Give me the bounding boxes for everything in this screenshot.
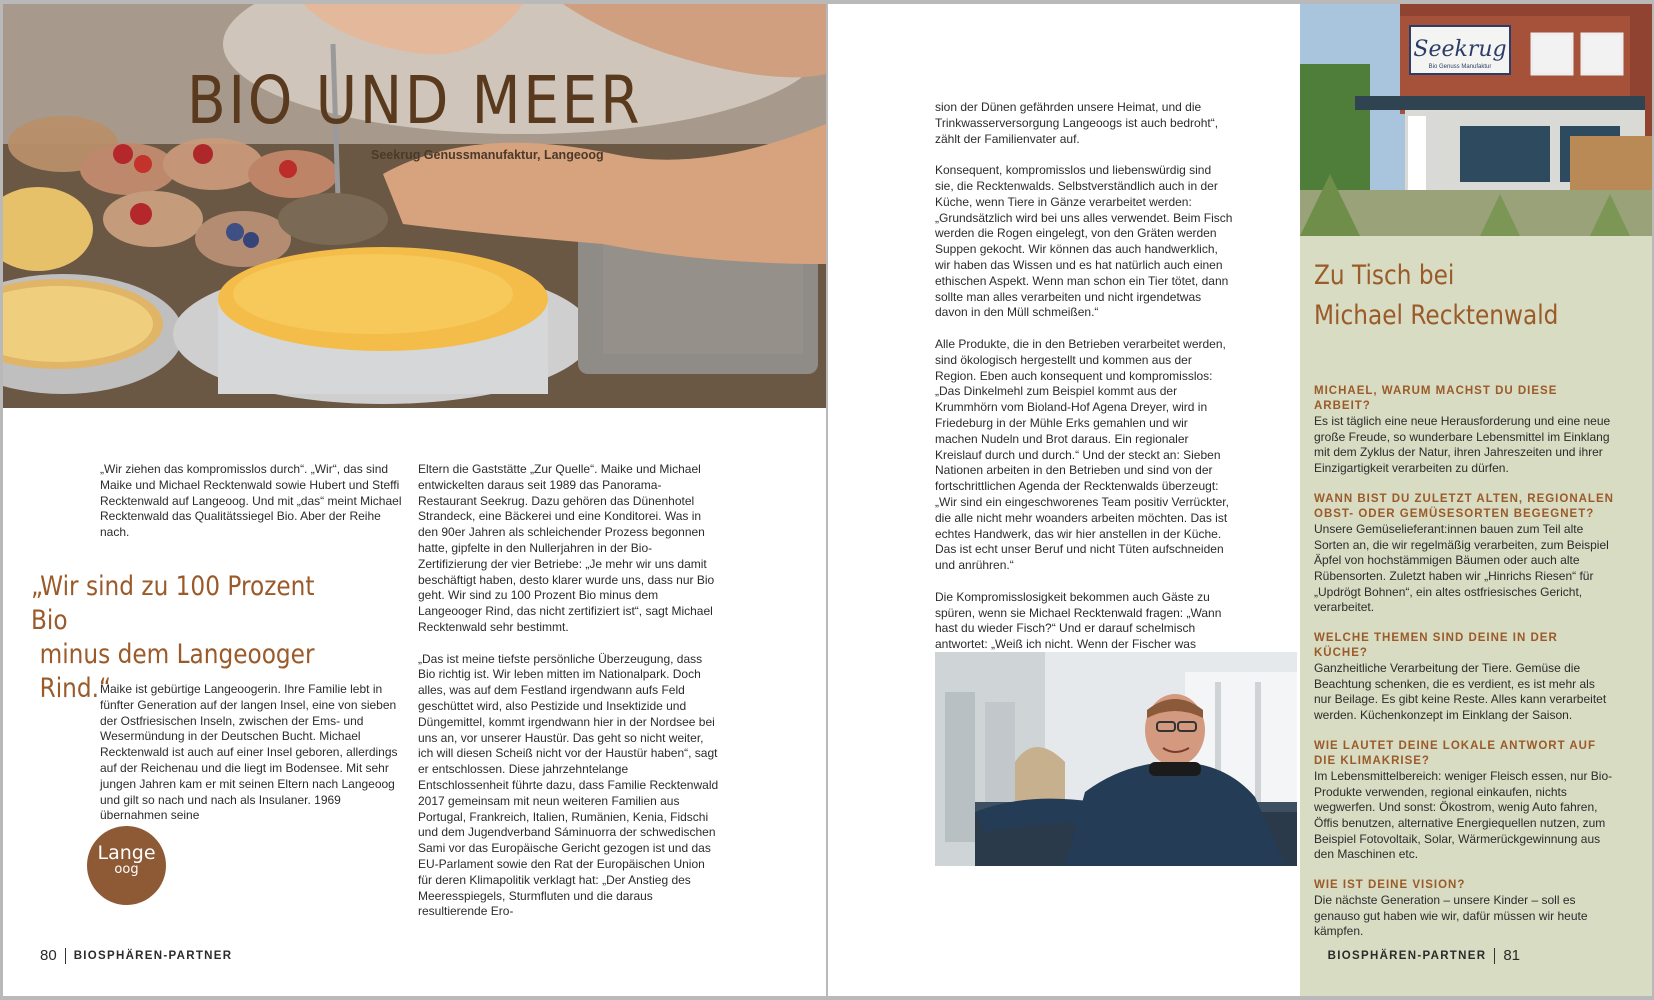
badge-line-1: Lange xyxy=(97,842,156,864)
sidebar-interview xyxy=(1300,4,1652,996)
right-page xyxy=(828,4,1652,996)
page-footer-right xyxy=(1328,947,1520,964)
shop-sign-text: Seekrug xyxy=(1413,37,1507,62)
answer: Ganzheitliche Verarbeitung der Tiere. Gemüse die Beachtung schenken, die es verdient, es ist mehr als nur Beilage. Es gibt keine Reste. Alles kann verarbeitet werden. Küchenkonzept im Einklang der Saison. xyxy=(1314,661,1607,723)
answer: Unsere Gemüselieferant:innen bauen zum Teil alte Sorten an, die wir regelmäßig verarbeiten, zum Beispiel Äpfel von hochstämmigen Bäumen oder auch alte Rübensorten. Zuletzt haben wir „Hinrichs Riesen“ für „Updrögt Bohnen“, ein altes ostfriesisches Gericht, verarbeitet. xyxy=(1314,521,1609,615)
shop-photo xyxy=(1300,4,1652,236)
hero-photo-cakes xyxy=(3,4,826,408)
paragraph: Konsequent, kompromisslos und liebenswürdig sind sie, die Recktenwalds. Selbstverständlich auch in der Küche, wenn Tiere in Gänze verarbeitet werden: „Grundsätzlich wird bei uns alles verwendet. Beim Fisch werden die Rogen eingelegt, von den Gräten werden Suppen gekocht. Wir können das auch handwerklich, wir haben das Wissen und es hat natürlich auch einen ethischen Aspekt. Wenn man schon ein Tier tötet, dann sollte man alles verarbeiten und nicht irgendetwas davon in den Müll schmeißen.“ xyxy=(935,163,1233,320)
paragraph: Maike ist gebürtige Langeoogerin. Ihre Familie lebt in fünfter Generation auf der langen Insel, eine von sieben der Ostfriesischen Inseln, zwischen der Ems- und Wesermündung in der Deutschen Bucht. Michael Recktenwald ist auch auf einer Insel geboren, allerdings auf der Reichenau und die liegt im Bodensee. Mit sehr jungen Jahren kam er mit seinen Eltern nach Langeoog und gilt so nach und nach als Insulaner. 1969 übernahmen seine xyxy=(100,682,398,823)
paragraph: „Das ist meine tiefste persönliche Überzeugung, dass Bio richtig ist. Wir leben mitten im Nationalpark. Doch alles, was auf dem Festland irgendwann aufs Feld geschüttet wird, also Pestizide und Insektizide und Düngemittel, kommt irgendwann hier in der Nordsee bei uns an, vor unserer Haustür. Das geht so nicht weiter, ich will diesen Scheiß nicht vor der Haustür haben“, sagt er entschlossen. Diese jahrzehntelange Entschlossenheit führte dazu, dass Familie Recktenwald 2017 gemeinsam mit neun weiteren Familien aus Portugal, Frankreich, Italien, Rumänien, Kenia, Fidschi und dem Jugendverband Sáminuorra der schwedischen Sami vor das Europäische Gericht gezogen ist und das EU-Parlament sowie den Rat der Europäischen Union für deren Klimapolitik verklagt hat: „Der Anstieg des Meeresspiegels, Sturmfluten und die daraus resultierende Ero- xyxy=(418,651,719,919)
portrait-photo xyxy=(935,652,1297,866)
question: MICHAEL, WARUM MACHST DU DIESE ARBEIT? xyxy=(1314,385,1558,412)
paragraph: Die Kompromisslosigkeit bekommen auch Gäste zu spüren, wenn sie Michael Recktenwald fragen: „Wann hast du wieder Fisch?“ Und er darauf schelmisch antwortet: „Weiß ich nicht. Wenn der Fischer was xyxy=(935,589,1222,652)
paragraph: Eltern die Gaststätte „Zur Quelle“. Maike und Michael entwickelten daraus seit 1989 das Panorama-Restaurant Seekrug. Dazu gehören das Dünenhotel Strandeck, eine Bäckerei und eine Konditorei. Was in den 90er Jahren als schleichender Prozess begonnen hatte, gipfelte in den Nullerjahren in der Bio-Zertifizierung der vier Betriebe: „Je mehr wir uns damit beschäftigt haben, desto klarer wurde uns, dass nur Bio geht. Wir sind zu 100 Prozent Bio minus dem Langeooger Rind, das nicht zertifiziert ist“, sagt Michael Recktenwald sehr bestimmt. xyxy=(418,462,715,634)
article-subtitle: Seekrug Genussmanufaktur, Langeoog xyxy=(371,148,604,162)
paragraph: Alle Produkte, die in den Betrieben verarbeitet werden, sind ökologisch hergestellt und kommen aus der Region. Eben auch konsequent und kompromisslos: „Das Dinkelmehl zum Beispiel kommt aus der Krummhörn vom Bioland-Hof Agena Dreyer, wird in Friedeburg in der Mühle Erks gemahlen und wir machen Nudeln und Brot daraus. Ein regionaler Kreislauf durch und durch.“ Und der steckt an: Sieben Nationen arbeiten in den Betrieben und sind von der fortschrittlichen Agenda der Recktenwalds überzeugt: „Wir sind ein eingeschworenes Team positiv Verrückter, die alle nicht mehr woanders arbeiten möchten. Das ist echtes Handwerk, das wir hier anstellen in der Küche. Das ist echt unser Beruf und nicht Tüten aufschneiden und anrühren.“ xyxy=(935,336,1229,573)
pull-quote-line-1: „Wir sind zu 100 Prozent Bio xyxy=(31,571,315,636)
paragraph: sion der Dünen gefährden unsere Heimat, und die Trinkwasserversorgung Langeoogs ist auch bedroht“, zählt der Familienvater auf. xyxy=(935,100,1219,146)
section-label: BIOSPHÄREN-PARTNER xyxy=(73,949,233,962)
section-label: BIOSPHÄREN-PARTNER xyxy=(1327,949,1487,962)
answer: Im Lebensmittelbereich: weniger Fleisch essen, nur Bio-Produkte verwenden, regional einkaufen, nichts wegwerfen. Und sonst: Ökostrom, wenig Auto fahren, Öffis benutzen, alternative Energiequellen nutzen, zum Beispiel Fotovoltaik, Solar, Wärmerückgewinnung aus den Maschinen etc. xyxy=(1314,768,1613,862)
pull-quote-line-2: minus dem Langeooger Rind.“ xyxy=(39,639,315,704)
page-footer-left xyxy=(40,947,232,964)
text-column-3 xyxy=(935,100,1233,684)
text-column-1b xyxy=(100,682,406,840)
page-number: 81 xyxy=(1503,947,1520,964)
sidebar-title-line-1: Zu Tisch bei xyxy=(1314,260,1455,291)
sidebar-title-line-2: Michael Recktenwald xyxy=(1314,300,1559,331)
question: WIE LAUTET DEINE LOKALE ANTWORT AUF DIE KLIMAKRISE? xyxy=(1314,739,1597,767)
badge-line-2: oog xyxy=(114,862,139,877)
interview-qa xyxy=(1314,384,1614,955)
portrait-illustration xyxy=(935,652,1297,866)
page-number: 80 xyxy=(40,947,57,964)
text-column-2 xyxy=(418,462,720,936)
answer: Es ist täglich eine neue Herausforderung und eine neue große Freude, so wunderbare Lebensmittel im Einklang mit dem Zyklus der Natur, ihren Jahreszeiten und ihrer Einzigartigkeit verarbeiten zu dürfen. xyxy=(1314,414,1611,476)
question: WELCHE THEMEN SIND DEINE IN DER KÜCHE? xyxy=(1314,632,1558,660)
shop-sign-subtext: Bio Genuss Manufaktur xyxy=(1428,64,1492,70)
text-column-1a xyxy=(100,462,406,557)
question: WANN BIST DU ZULETZT ALTEN, REGIONALEN OBST- ODER GEMÜSESORTEN BEGEGNET? xyxy=(1314,492,1614,520)
sidebar-title xyxy=(1314,256,1558,336)
shop-illustration xyxy=(1300,4,1652,236)
footer-divider xyxy=(65,948,66,964)
article-title: BIO UND MEER xyxy=(186,62,643,139)
footer-divider xyxy=(1494,948,1495,964)
langeoog-badge xyxy=(87,826,166,905)
paragraph: „Wir ziehen das kompromisslos durch“. „Wir“, das sind Maike und Michael Recktenwald sowie Hubert und Steffi Recktenwald auf Langeoog. Und mit „das“ meint Michael Recktenwald das Qualitätssiegel Bio. Aber der Reihe nach. xyxy=(100,462,402,540)
answer: Die nächste Generation – unsere Kinder – soll es genauso gut haben wie wir, dafür müssen wir heute kämpfen. xyxy=(1314,893,1588,939)
question: WIE IST DEINE VISION? xyxy=(1314,879,1466,892)
left-page xyxy=(3,4,826,996)
